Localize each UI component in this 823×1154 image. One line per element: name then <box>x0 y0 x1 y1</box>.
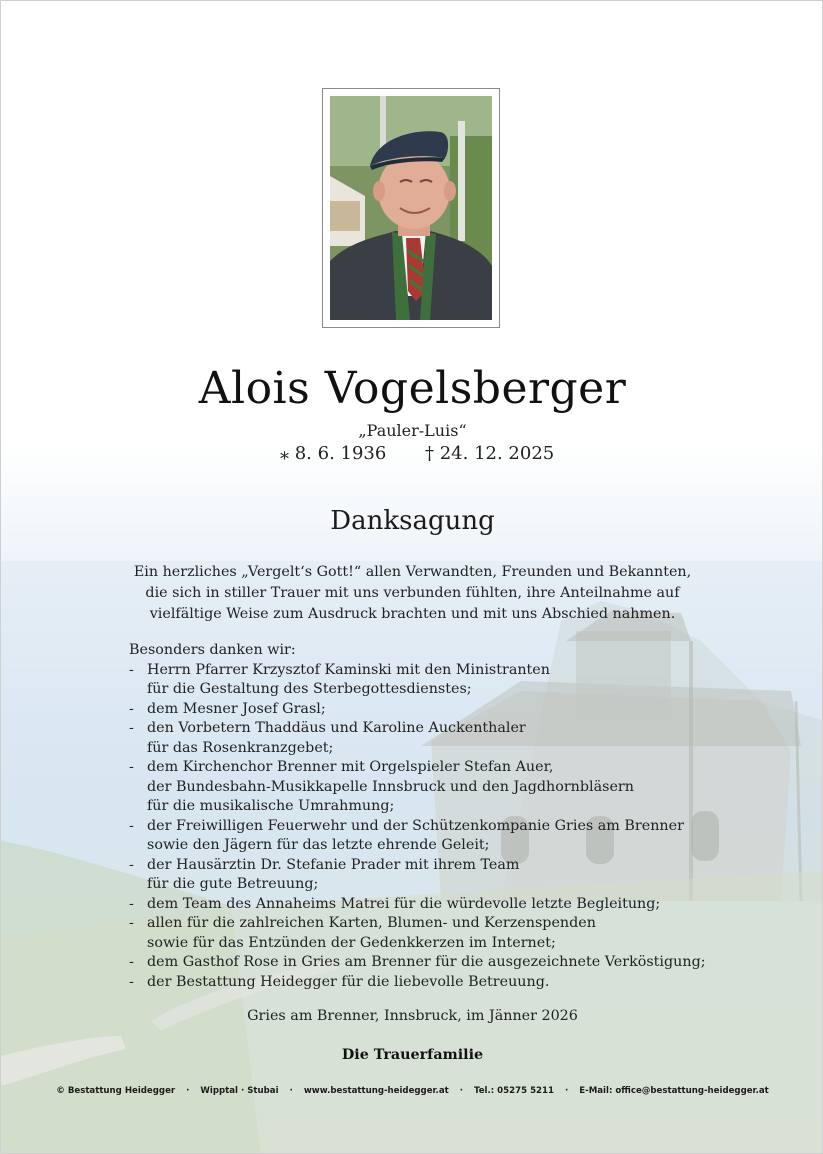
footer-email-link[interactable]: E-Mail: office@bestattung-heidegger.at <box>579 1086 769 1096</box>
deceased-nickname: „Pauler-Luis“ <box>358 421 467 440</box>
list-item: - dem Gasthof Rose in Gries am Brenner für die ausgezeichnete Verköstigung; <box>129 954 706 970</box>
footer-separator: · <box>289 1086 293 1096</box>
thanks-lead: Besonders danken wir: <box>129 642 296 658</box>
footer-separator: · <box>459 1086 463 1096</box>
footer-copyright: © Bestattung Heidegger <box>56 1086 176 1096</box>
deceased-name: Alois Vogelsberger <box>198 363 627 414</box>
list-item: - der Bestattung Heidegger für die liebevolle Betreuung. <box>129 973 550 990</box>
death-date: † 24. 12. 2025 <box>425 443 555 464</box>
life-dates <box>1 441 823 467</box>
footer <box>1 1086 823 1096</box>
thanks-intro: Ein herzliches „Vergelt‘s Gott!“ allen Verwandten, Freunden und Bekannten, die sich in stiller Trauer mit uns verbunden fühlten, ihre Anteilnahme auf vielfältige Weise zum Ausdruck brachten und mit uns Abschied nahmen. <box>133 564 692 622</box>
footer-separator: · <box>186 1086 190 1096</box>
footer-phone: Tel.: 05275 5211 <box>474 1086 554 1096</box>
footer-website-link[interactable]: www.bestattung-heidegger.at <box>303 1086 449 1096</box>
place-and-date: Gries am Brenner, Innsbruck, im Jänner 2026 <box>247 1008 578 1024</box>
list-item: - der Hausärztin Dr. Stefanie Prader mit ihrem Team für die gute Betreuung; <box>129 856 520 892</box>
list-item: - den Vorbetern Thaddäus und Karoline Auckenthaler für das Rosenkranzgebet; <box>129 720 526 756</box>
list-item: - dem Mesner Josef Grasl; <box>129 700 326 717</box>
list-item: - Herrn Pfarrer Krzysztof Kaminski mit den Ministranten für die Gestaltung des Sterbegottesdienstes; <box>129 661 550 697</box>
list-item: - allen für die zahlreichen Karten, Blumen- und Kerzenspenden sowie für das Entzünden der Gedenkkerzen im Internet; <box>129 915 596 951</box>
list-item: - dem Kirchenchor Brenner mit Orgelspieler Stefan Auer, der Bundesbahn-Musikkapelle Innsbruck und den Jagdhornbläsern für die musikalische Umrahmung; <box>129 759 634 814</box>
birth-date: ⁎ 8. 6. 1936 <box>280 443 387 464</box>
footer-region: Wipptal · Stubai <box>200 1086 279 1096</box>
list-item: - dem Team des Annaheims Matrei für die würdevolle letzte Begleitung; <box>129 895 661 912</box>
thanks-list <box>129 661 709 993</box>
portrait-photo <box>330 96 492 320</box>
list-item: - der Freiwilligen Feuerwehr und der Schützenkompanie Gries am Brenner sowie den Jägern für das letzte ehrende Geleit; <box>129 817 684 853</box>
portrait-frame <box>322 88 500 328</box>
footer-separator: · <box>565 1086 569 1096</box>
signature: Die Trauerfamilie <box>341 1047 484 1063</box>
thanks-heading: Danksagung <box>330 506 495 536</box>
thanks-list-section <box>129 641 709 992</box>
